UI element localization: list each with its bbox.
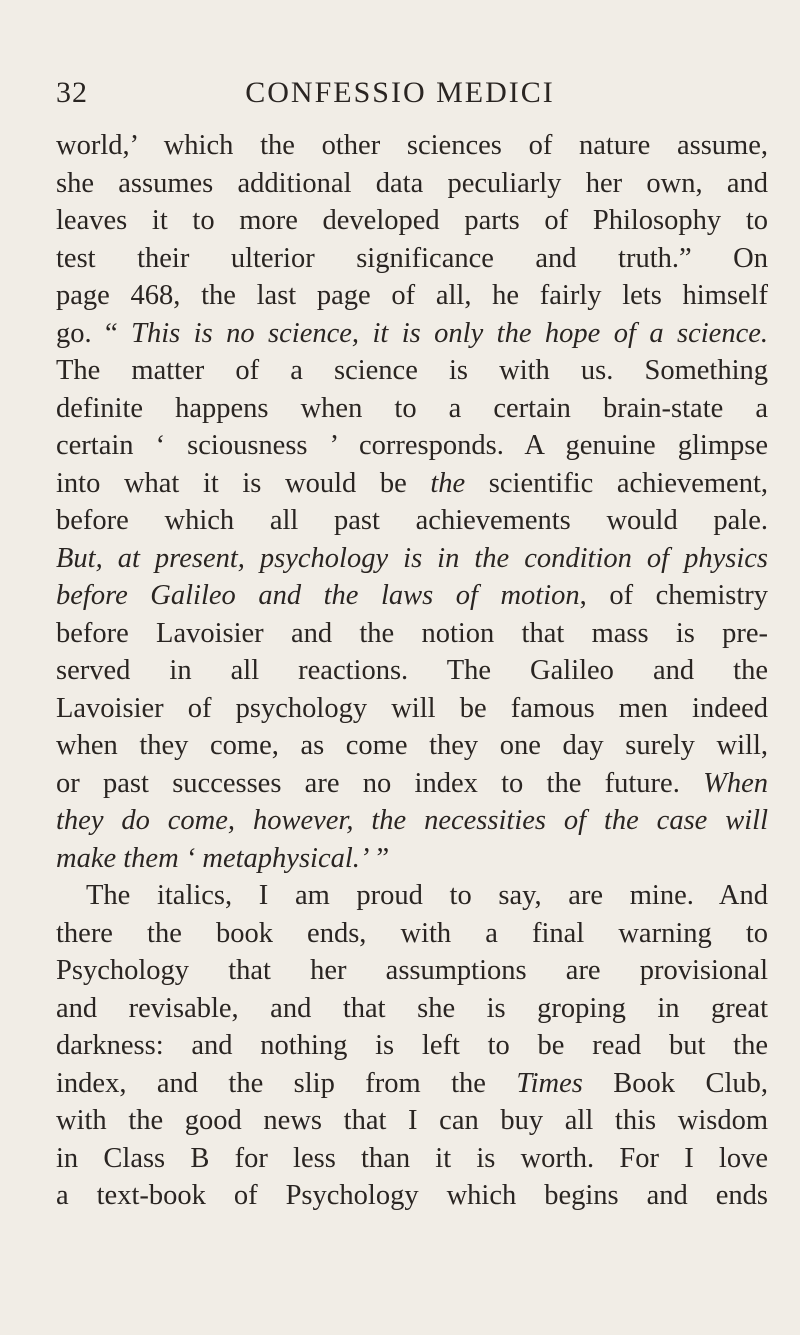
italic-text-segment: But, at present, psychology is in the condition of physics — [56, 542, 768, 574]
text-segment: darkness: and nothing is left to be read but the — [56, 1030, 768, 1061]
italic-text-segment: Times — [516, 1067, 583, 1099]
text-segment: Psychology that her assumptions are provisional — [56, 955, 768, 986]
running-title: CONFESSIO MEDICI — [245, 76, 555, 109]
text-segment: world,’ which the other sciences of nature assume, — [56, 130, 768, 161]
text-segment: a text-book of Psychology which begins and ends — [56, 1180, 768, 1211]
italic-text-segment: This is no science, it is only the hope of a science. — [131, 317, 768, 349]
text-line — [56, 652, 768, 690]
text-line — [56, 502, 768, 540]
text-segment: and revisable, and that she is groping in great — [56, 992, 768, 1024]
body-text — [56, 127, 768, 1215]
text-line — [56, 315, 768, 353]
text-segment: before which all past achievements would pale. — [56, 505, 768, 536]
text-segment: page 468, the last page of all, he fairly lets himself — [56, 280, 768, 311]
text-line — [56, 690, 768, 728]
text-line — [56, 1027, 768, 1065]
text-segment: Book Club, — [582, 1067, 769, 1099]
text-line — [56, 840, 768, 878]
text-line — [56, 165, 768, 203]
italic-text-segment: the — [430, 467, 466, 499]
text-segment: into what it is would be — [56, 467, 431, 499]
text-line — [56, 202, 768, 240]
text-segment: there the book ends, with a final warning to — [56, 917, 768, 949]
page-number: 32 — [56, 76, 88, 109]
text-segment: , of chemistry — [579, 580, 768, 611]
text-line — [56, 765, 768, 803]
text-segment: before Lavoisier and the notion that mass is pre- — [56, 617, 768, 649]
text-line — [56, 877, 768, 915]
text-line — [56, 915, 768, 953]
text-segment: certain ‘ sciousness ’ corresponds. A genuine glimpse — [56, 430, 768, 461]
text-line — [56, 352, 768, 390]
text-line — [56, 1177, 768, 1215]
text-segment: served in all reactions. The Galileo and the — [56, 655, 768, 686]
text-segment: scientific achievement, — [465, 467, 768, 499]
text-line — [56, 465, 768, 503]
italic-text-segment: before Galileo and the laws of motion — [56, 580, 580, 611]
text-line — [56, 577, 768, 615]
text-segment: The matter of a science is with us. Something — [56, 355, 768, 386]
text-line — [56, 615, 768, 653]
text-line — [56, 1102, 768, 1140]
text-line — [56, 277, 768, 315]
text-segment: with the good news that I can buy all this wisdom — [56, 1105, 768, 1136]
text-segment: ” — [369, 842, 390, 874]
italic-text-segment: they do come, however, the necessities of the case will — [56, 805, 768, 836]
text-line — [56, 990, 768, 1028]
text-segment: in Class B for less than it is worth. For I love — [56, 1142, 768, 1174]
text-line — [56, 540, 768, 578]
text-segment: The italics, I am proud to say, are mine. And — [86, 880, 768, 911]
text-line — [56, 1140, 768, 1178]
text-segment: definite happens when to a certain brain-state a — [56, 392, 768, 424]
italic-text-segment: When — [703, 767, 768, 799]
text-segment: go. “ — [56, 317, 132, 349]
text-segment: index, and the slip from the — [56, 1067, 517, 1099]
text-segment: leaves it to more developed parts of Philosophy to — [56, 205, 768, 236]
text-line — [56, 127, 768, 165]
text-line — [56, 240, 768, 278]
text-line — [56, 427, 768, 465]
text-line — [56, 390, 768, 428]
text-segment: she assumes additional data peculiarly her own, and — [56, 167, 768, 199]
text-segment: test their ulterior significance and truth.” On — [56, 242, 768, 274]
text-line — [56, 727, 768, 765]
text-line — [56, 1065, 768, 1103]
text-segment: or past successes are no index to the future. — [56, 767, 704, 799]
text-segment: Lavoisier of psychology will be famous men indeed — [56, 692, 768, 724]
text-segment: when they come, as come they one day surely will, — [56, 730, 768, 761]
text-line — [56, 952, 768, 990]
text-line — [56, 802, 768, 840]
italic-text-segment: make them ‘ metaphysical.’ — [56, 842, 370, 874]
